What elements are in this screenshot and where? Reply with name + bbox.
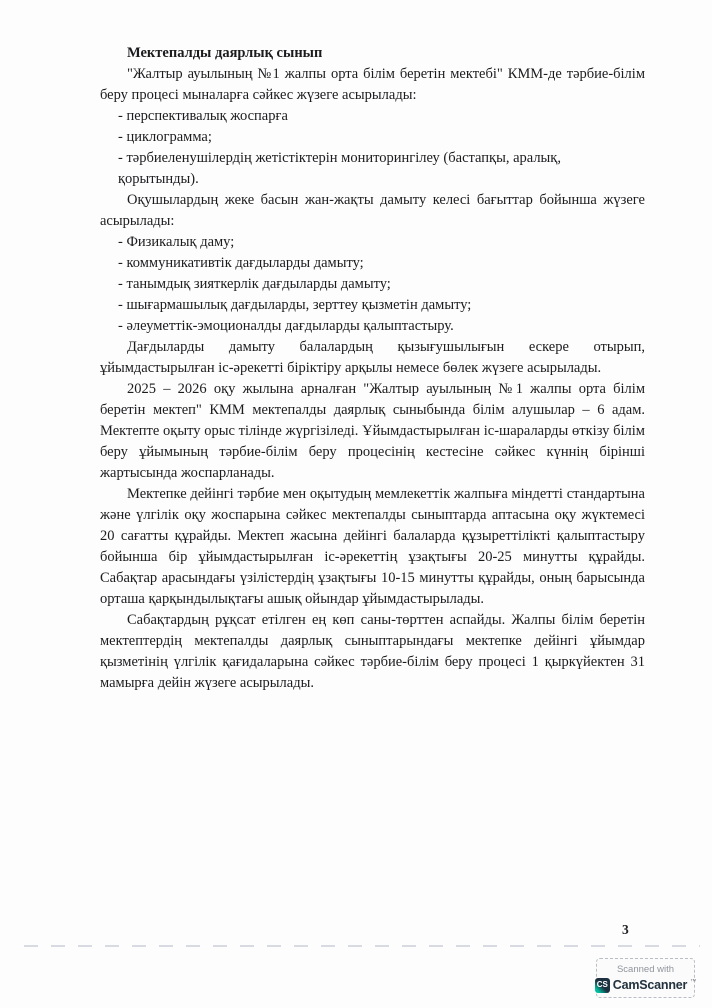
bullet-item: - әлеуметтік-эмоционалды дағдыларды қалыптастыру. [118, 318, 454, 334]
paragraph: Мектепке дейінгі тәрбие мен оқытудың мемлекеттік жалпыға міндетті стандартына және үлгілік оқу жоспарына сәйкес мектепалды сыныптарда аптасына оқу жүктемесі 20 сағатты құрайды. Мектеп жасына дейінгі балаларда құзыреттілікті қалыптастыру бойынша бір ұйымдастырылған іс-әрекеттің ұзақтығы 20-25 минутты құрайды. Сабақтар арасындағы үзілістердің ұзақтығы 10-15 минутты құрайды, оның барысында орташа қарқындылықтағы ашық ойындар ұйымдастырылады. [100, 486, 645, 607]
page-number: 3 [622, 922, 629, 937]
bullet-item: - Физикалық даму; [118, 234, 235, 250]
camscanner-icon: CS [595, 978, 610, 993]
bullet-item: - коммуникативтік дағдыларды дамыту; [118, 255, 364, 271]
camscanner-badge[interactable] [596, 958, 695, 998]
camscanner-brand-row [595, 978, 696, 993]
paragraph: Оқушылардың жеке басын жан-жақты дамыту келесі бағыттар бойынша жүзеге асырылады: [100, 192, 645, 229]
scanned-with-label: Scanned with [616, 963, 675, 975]
bullet-item: - циклограмма; [118, 129, 212, 145]
document-title: Мектепалды даярлық сынып [127, 45, 323, 61]
paragraph: 2025 – 2026 оқу жылына арналған "Жалтыр ауылының №1 жалпы орта білім беретін мектеп" КММ мектепалды даярлық сыныбында білім алушылар – 6 адам. Мектепте оқыту орыс тілінде жүргізіледі. Ұйымдастырылған іс-шараларды өткізу білім беру ұйымының тәрбие-білім беру процесінің кестесіне сәйкес күннің бірінші жартысында жоспарланады. [100, 381, 645, 481]
paragraph: "Жалтыр ауылының №1 жалпы орта білім беретін мектебі" КММ-де тәрбие-білім беру процесі мыналарға сәйкес жүзеге асырылады: [100, 66, 645, 103]
bullet-item: - тәрбиеленушілердің жетістіктерін мониторингілеу (бастапқы, аралық, қорытынды). [118, 150, 561, 187]
trademark-symbol: ™ [690, 978, 697, 985]
paragraph: Сабақтардың рұқсат етілген ең көп саны-төрттен аспайды. Жалпы білім беретін мектептердің мектепалды даярлық сыныптарындағы мектепке дейінгі ұйымдар қызметінің үлгілік қағидаларына сәйкес тәрбие-білім беру процесі 1 қыркүйектен 31 мамырға дейін жүзеге асырылады. [100, 612, 645, 691]
paragraph: Дағдыларды дамыту балалардың қызығушылығын ескере отырып, ұйымдастырылған іс-әрекетті біріктіру арқылы немесе бөлек жүзеге асырылады. [100, 339, 645, 376]
scan-artifact-line [24, 945, 700, 947]
bullet-item: - танымдық зияткерлік дағдыларды дамыту; [118, 276, 391, 292]
bullet-item: - перспективалық жоспарға [118, 108, 288, 124]
camscanner-name: CamScanner [612, 978, 688, 992]
document-blocks [100, 64, 645, 694]
bullet-item: - шығармашылық дағдыларды, зерттеу қызметін дамыту; [118, 297, 472, 313]
document-body [100, 43, 645, 694]
